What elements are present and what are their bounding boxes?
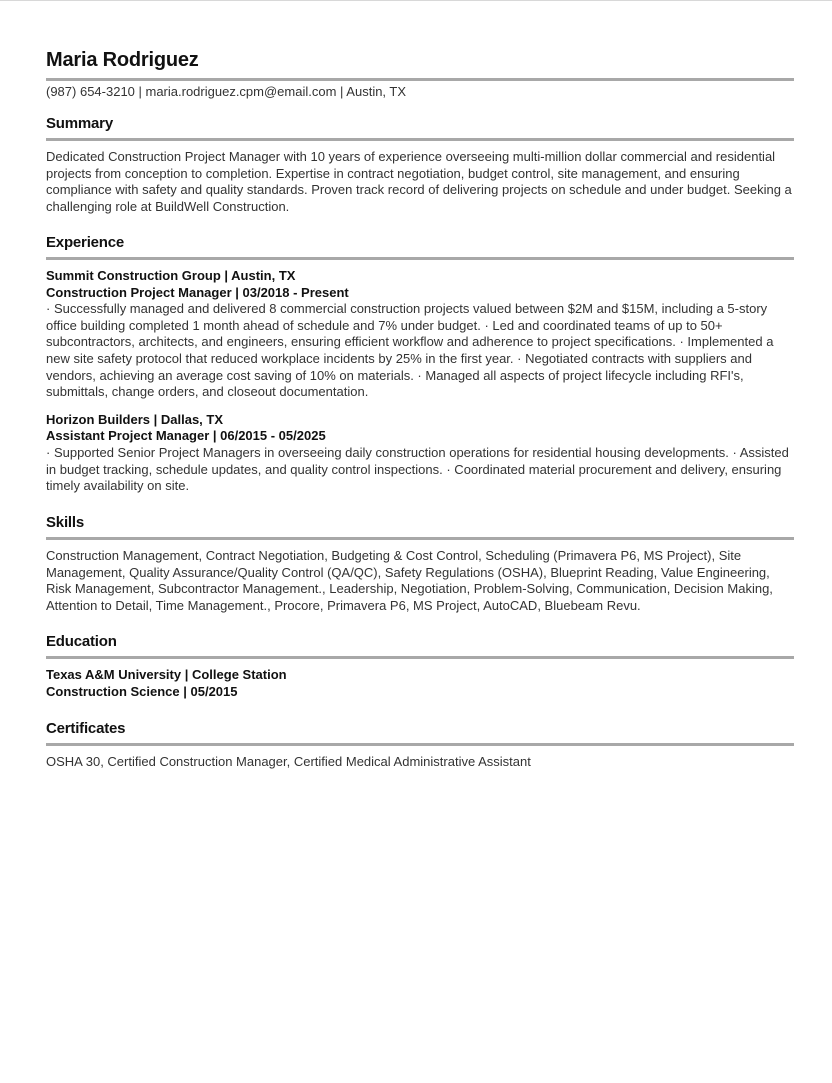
header-divider [46, 78, 794, 81]
certificates-text: OSHA 30, Certified Construction Manager, Certified Medical Administrative Assistant [46, 754, 531, 769]
skills-heading: Skills [46, 514, 84, 531]
education-degree: Construction Science | 05/2015 [46, 683, 238, 699]
job-role: Construction Project Manager | 03/2018 - Present [46, 284, 349, 300]
job-company: Summit Construction Group | Austin, TX [46, 268, 296, 283]
education-heading: Education [46, 633, 117, 650]
certificates-heading: Certificates [46, 720, 126, 737]
summary-text: Dedicated Construction Project Manager with 10 years of experience overseeing multi-million dollar commercial and residential projects from conception to completion. Expertise in contract negotiation, budget control, site management, and ensuring compliance with safety and quality standards. Proven track record of delivering projects on schedule and under budget. Seeking a challenging role at BuildWell Construction. [46, 149, 792, 214]
experience-divider [46, 257, 794, 260]
skills-divider [46, 537, 794, 540]
summary-section [46, 114, 794, 215]
education-section [46, 632, 794, 700]
job-role: Assistant Project Manager | 06/2015 - 05/2025 [46, 428, 326, 444]
resume-header [46, 47, 794, 100]
summary-heading: Summary [46, 115, 113, 132]
job-details: · Supported Senior Project Managers in overseeing daily construction operations for residential housing developments. · Assisted in budget tracking, schedule updates, and quality control inspections. · Coordinated material procurement and delivery, ensuring timely availability on site. [46, 444, 789, 494]
certificates-section [46, 719, 794, 771]
skills-section [46, 513, 794, 614]
candidate-name: Maria Rodriguez [46, 49, 199, 71]
experience-section [46, 233, 794, 495]
job-details: · Successfully managed and delivered 8 commercial construction projects valued between $2M and $15M, including a 5-story office building completed 1 month ahead of schedule and 7% under budget. · Led and coordinated teams of up to 50+ subcontractors, architects, and engineers, ensuring efficient workflow and adherence to project specifications. · Implemented a new site safety protocol that reduced workplace incidents by 25% in the first year. · Negotiated contracts with suppliers and vendors, achieving an average cost saving of 10% on materials. · Managed all aspects of project lifecycle including RFI's, submittals, change orders, and closeout documentation. [46, 301, 774, 400]
job-entry [46, 268, 794, 401]
skills-text: Construction Management, Contract Negotiation, Budgeting & Cost Control, Scheduling (Primavera P6, MS Project), Site Management, Quality Assurance/Quality Control (QA/QC), Safety Regulations (OSHA), Blueprint Reading, Value Engineering, Risk Management, Subcontractor Management., Leadership, Negotiation, Problem-Solving, Communication, Decision Making, Attention to Detail, Time Management., Procore, Primavera P6, MS Project, AutoCAD, Bluebeam Revu. [46, 548, 773, 613]
education-divider [46, 656, 794, 659]
certificates-divider [46, 743, 794, 746]
job-company: Horizon Builders | Dallas, TX [46, 411, 224, 427]
contact-info: (987) 654-3210 | maria.rodriguez.cpm@email.com | Austin, TX [46, 84, 407, 99]
experience-heading: Experience [46, 234, 125, 251]
job-entry [46, 412, 794, 495]
summary-divider [46, 138, 794, 141]
education-school: Texas A&M University | College Station [46, 667, 287, 682]
